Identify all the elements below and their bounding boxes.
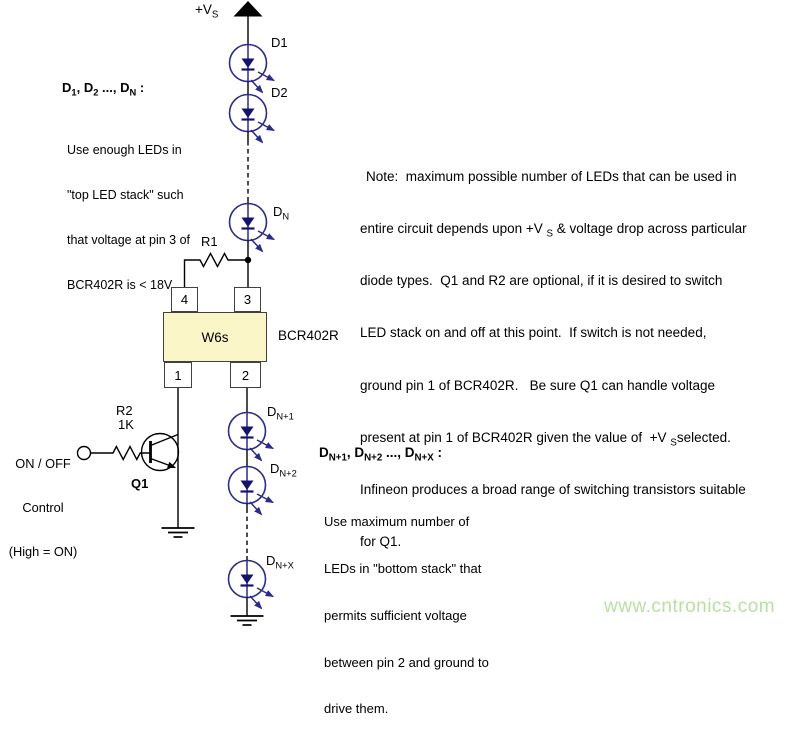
note-line: for Q1. xyxy=(360,534,402,550)
transistor-q1 xyxy=(91,434,179,471)
led-d2 xyxy=(230,95,275,143)
note-line: entire circuit depends upon +V $_S$ & voltage drop across particular xyxy=(360,221,747,240)
note-line: Note: maximum possible number of LEDs that can be used in xyxy=(366,168,737,184)
ic-pin-2: 2 xyxy=(230,362,261,388)
led-dn-label: $D_N$ xyxy=(273,204,290,222)
led-dn1 xyxy=(229,413,274,461)
q1-emitter xyxy=(151,459,176,468)
control-line-2: Control xyxy=(22,499,64,515)
bottom-stack-text: Use maximum number of LEDs in "bottom stack" that permits sufficient voltage between pin 2 and ground to drive them. xyxy=(324,514,489,717)
bottom-stack-header: $D_{N+1}$, $D_{N+2}$ ..., $D_{N+X}$ : xyxy=(319,445,442,464)
note-line: ground pin 1 of BCR402R. Be sure Q1 can handle voltage xyxy=(360,377,715,393)
led-d1-label: D1 xyxy=(271,35,288,50)
ic-part-number: BCR402R xyxy=(278,328,339,343)
note-line: present at pin 1 of BCR402R given the value of +V $_S$selected. xyxy=(360,429,731,449)
q1-body xyxy=(142,434,179,471)
ground-q1 xyxy=(162,528,195,537)
note-line: diode types. Q1 and R2 are optional, if it is desired to switch xyxy=(360,273,723,289)
top-stack-text: Use enough LEDs in "top LED stack" such that voltage at pin 3 of BCR402R is < 18V xyxy=(67,143,191,292)
r2-label: R2 xyxy=(116,403,133,418)
control-label xyxy=(0,427,86,590)
led-dnx-label: $D_{N+X}$ xyxy=(266,553,294,571)
r1-label: R1 xyxy=(201,234,218,249)
ground-bottom xyxy=(231,616,264,625)
note-line: Infineon produces a broad range of switching transistors suitable xyxy=(360,482,746,498)
control-line-1: ON / OFF xyxy=(15,455,71,471)
junction-dot xyxy=(245,257,251,263)
ic-pin-4: 4 xyxy=(171,287,198,312)
led-dn2 xyxy=(229,467,274,515)
resistor-r1 xyxy=(185,254,249,288)
ic-pin-1: 1 xyxy=(164,362,192,388)
supply-voltage-label: $+V_S$ xyxy=(195,2,219,21)
watermark: www.cntronics.com xyxy=(604,596,776,617)
led-dn xyxy=(230,204,275,252)
ic-marking: W6s xyxy=(201,329,229,345)
r2-value: 1K xyxy=(118,417,134,432)
note-line: LED stack on and off at this point. If switch is not needed, xyxy=(360,325,707,341)
led-dn1-label: $D_{N+1}$ xyxy=(267,404,294,422)
control-line-3: (High = ON) xyxy=(8,544,78,560)
q1-label: Q1 xyxy=(131,476,149,491)
resistor-r2 xyxy=(91,447,150,460)
led-d1 xyxy=(230,45,275,93)
led-dn2-label: $D_{N+2}$ xyxy=(270,461,297,479)
supply-arrow-icon xyxy=(234,1,263,17)
ic-pin-3: 3 xyxy=(234,287,261,312)
top-stack-header: $D_1$, $D_2$ ..., $D_N$ : xyxy=(62,80,145,98)
led-d2-label: D2 xyxy=(271,85,288,100)
